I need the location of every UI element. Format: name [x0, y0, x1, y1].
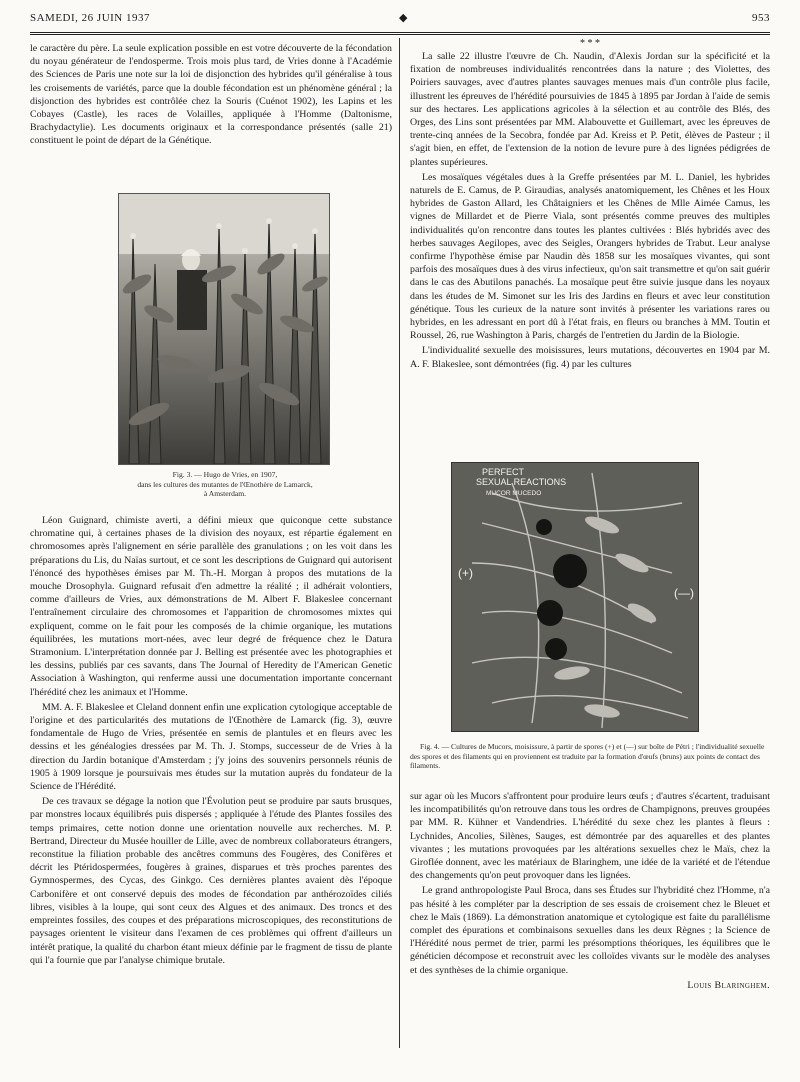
header-rule [30, 32, 770, 33]
section-separator: * * * [580, 38, 600, 49]
fig4-label-mucor: MUCOR MUCEDO [486, 490, 542, 497]
header-rule-secondary [30, 34, 770, 35]
figure-4-photo [451, 462, 699, 732]
paragraph-devries: le caractère du père. La seule explication possible en est votre découverte de la fécondation du noyau générateur de l'endosperme. Trois mois plus tard, de Vries donne à l'Académie des Sciences de Paris une note sur la loi de disjonction des hybrides qu'il généralise à tous les croisements de variétés, parce que la double fécondation est un phénomène général ; la disjonction des hybrides est contrôlée chez la Souris (Cuénot 1902), les Lapins et les Cobayes (Castle), les races de Volailles, appliquée à l'Homme (Daltonisme, Brachydactylie). Les documents originaux et la correspondance présentés (salle 21) constituent le point de départ de la Génétique. [30, 43, 392, 147]
paragraph-guignard: Léon Guignard, chimiste averti, a défini mieux que quiconque cette substance chromatine qui, à certaines phases de la division des noyaux, est répartie également en chromosomes après l'alignement en série parallèle des granulations ; on les voit dans les préparations du Lis, du Naïas surtout, et ce sont les descriptions de Guignard qui autorisent l'énoncé des hypothèses émises par M. Th.-H. Morgan à propos des mutations de la mouche Drosophyla. Guignard refusait d'en admettre la réalité ; il adhérait volontiers, comme d'ailleurs de Vries, aux démonstrations de M. Albert F. Blakeslee concernant l'entraînement circulaire des chromosomes et l'apparition de chromosomes mixtes qui expliquent, comme on le fait pour les composés de la chimie organique, les mutations équilibrées, les mutations mort-nées, avec leur degré de fréquence chez le Datura Stramonium. L'interprétation donnée par J. Belling est présentée avec les photographies et les dessins, publiés par ces savants, dans The Journal of Heredity de l'American Genetic Association à Washington, qui renferme aussi une documentation importante concernant l'hérédité chez les animaux et l'Homme. [30, 515, 392, 698]
running-header [30, 12, 770, 30]
fig4-label-sexual: SEXUAL REACTIONS [476, 477, 567, 487]
paragraph-blakeslee: MM. A. F. Blakeslee et Cleland donnent enfin une explication cytologique acceptable de l'origine et des particularités des mutations de l'Œnothère de Lamarck (fig. 3), œuvre fondamentale de Hugo de Vries, présentée en semis de plantules et en fleurs avec les dessins et les généalogies dressées par M. Th. J. Stomps, successeur de de Vries à la direction du Jardin botanique d'Amsterdam ; j'y joins des souvenirs personnels réunis de 1905 à 1909 lorsque je poursuivais mes études sur la mutation auprès du fondateur de la Science de l'Hérédité. [30, 701, 392, 793]
right-column-top [410, 40, 770, 450]
figure-3-caption-line1: Fig. 3. — Hugo de Vries, en 1907, [172, 470, 278, 479]
paragraph-naudin: La salle 22 illustre l'œuvre de Ch. Naudin, d'Alexis Jordan sur la spécificité et la fixation de nombreuses individualités rencontrées dans la nature ; des Violettes, des Poiriers sauvages, avec d'autres plantes sauvages menues mais d'un contrôle plus facile, illustrent les épreuves de l'hérédité poursuivies de 1845 à 1895 par Jordan à l'aide de semis sur des hectares. Les applications agricoles à la sélection et au contrôle des Blés, des Orges, des Lins sont présentées par MM. Alabouvette et Guillemart, avec les épreuves de trente-cinq années de la Secobra, fondée par Ad. Kreiss et P. Petit, élèves de Pasteur ; il s'agit bien, en effet, de l'extension de la notion de levure pure à des lignées pédigrées de plantes supérieures. [410, 51, 770, 168]
paragraph-mosaiques: Les mosaïques végétales dues à la Greffe présentées par M. L. Daniel, les hybrides naturels de E. Camus, de P. Giraudias, analysés anatomiquement, les Chênes et les Houx hybrides de Gaston Allard, les Châtaigniers et les Chênes de Mlle Aimée Camus, les vignes de Millardet et de Pierre Viala, sont présentés comme preuves des multiples individualités qu'on rencontre dans toutes les plantes cultivées : Blés hybridés avec des herbes sauvages Aegilopes, avec des Seigles, Orangers hybrides de Trabut. Leur analyse confirme l'hypothèse émise par Naudin dès 1858 sur les mosaïques vivantes, qui sont parfois des mosaïques dues à des virus infectieux, qu'on sait transmettre et qu'on sait guérir dans le cas des Abutilons panachés. La mosaïque peut être suivie jusque dans les noyaux dans les études de M. Simonet sur les Iris des Jardins en fleurs et avec leur constitution génétique. Tous les curieux de la nature sont invités à présenter les variations rares ou hybrides, en les adressant en port dû à l'état frais, en fleurs ou branches à MM. Toutin et Roussel, 26, rue Washington à Paris, chargés de l'entretien du Jardin de la Biologie. [410, 171, 770, 342]
left-column-top [30, 42, 392, 182]
paragraph-evolution: De ces travaux se dégage la notion que l'Évolution peut se produire par sauts brusques, par monstres locaux équilibrés puis dispersés ; appliquée à l'étude des Plantes fossiles des temps primaires, cette notion donne une orientation nouvelle aux recherches. M. P. Bertrand, Directeur du Musée houiller de Lille, avec de nombreux collaborateurs étrangers, reconstitue la filiation probable des ancêtres communs des Fougères, des Conifères et décrit les Ptéridospermées, fougères à graines, disparues et très proches parentes des Gymnospermes, des Cycas, des Ginkgo. Ces dernières plantes avaient dès l'époque Carbonifère et ont conservé depuis des modes de fécondation par anthérozoïdes ciliés libres, visibles à la loupe, qui sont ceux des Algues et des animaux. Des troncs et des empreintes fossiles, des coupes et des préparations microscopiques, des reconstitutions de paysages orientent le visiteur dans l'examen de ces problèmes qui offrent d'ailleurs un intérêt pratique, la qualité du charbon étant mieux définie par le fragment de tissu de plante qui l'a fournie que par l'analyse chimique brutale. [30, 796, 392, 966]
paragraph-moisissures: L'individualité sexuelle des moisissures, leurs mutations, découvertes en 1904 par M. A. F. Blakeslee, sont démontrées (fig. 4) par les cultures [410, 345, 770, 370]
figure-3-caption [60, 470, 390, 499]
figure-4-caption [410, 742, 770, 771]
figure-3-photo [118, 193, 330, 465]
figure-3-caption-line2: dans les cultures des mutantes de l'Œnothère de Lamarck, [137, 479, 313, 489]
left-column-bottom [30, 514, 392, 1044]
ornament-icon: ◆ [399, 12, 408, 24]
figure-3-caption-line3: à Amsterdam. [203, 489, 247, 499]
author-signature: Louis Blaringhem. [687, 979, 770, 991]
column-divider [399, 38, 400, 1048]
page-number: 953 [752, 12, 770, 24]
fig4-label-perfect: PERFECT [482, 467, 525, 477]
issue-date: SAMEDI, 26 JUIN 1937 [30, 12, 150, 24]
paragraph-broca: Le grand anthropologiste Paul Broca, dans ses Études sur l'hybridité chez l'Homme, n'a pas hésité à les compléter par la description de ses essais de croisement chez le Bleuet et chez le Maïs (1869). La démonstration anatomique et cytologique est faite du parallélisme complet des épurations et combinaisons sexuelles dans les deux Règnes ; la Science de l'Hérédité nous permet de trier, parmi les présomptions théoriques, les équilibres que le généticien décompose et reconstruit avec les colloïdes vivants sur le modèle des analyses et des synthèses de la chimie organique. [410, 885, 770, 976]
paragraph-mucors: sur agar où les Mucors s'affrontent pour produire leurs œufs ; d'autres s'écartent, traduisant les incompatibilités qu'on retrouve dans tous les ordres de Champignons, preuves groupées par MM. R. Kühner et Vandendries. L'hérédité du sexe chez les plantes à fleurs : Lychnides, Ancolies, Silènes, Sauges, est démontrée par des aquarelles et des plantes vivantes ; les mutations provoquées par les altérations sexuelles chez le Maïs, chez la Giroflée donnent, avec les matériaux de Blaringhem, une idée de la variété et de l'étendue des changements qu'on peut provoquer dans les lignées. [410, 791, 770, 882]
figure-4-caption-text: Fig. 4. — Cultures de Mucors, moisissure, à partir de spores (+) et (—) sur boîte de Pétri ; l'individualité sexuelle des spores et des filaments qui en proviennent est traduite par la formation d'œufs (bruns) aux points de contact des filaments. [410, 742, 765, 771]
fig4-label-plus: (+) [458, 566, 473, 580]
fig4-label-minus: (—) [674, 586, 694, 600]
right-column-bottom [410, 790, 770, 1052]
